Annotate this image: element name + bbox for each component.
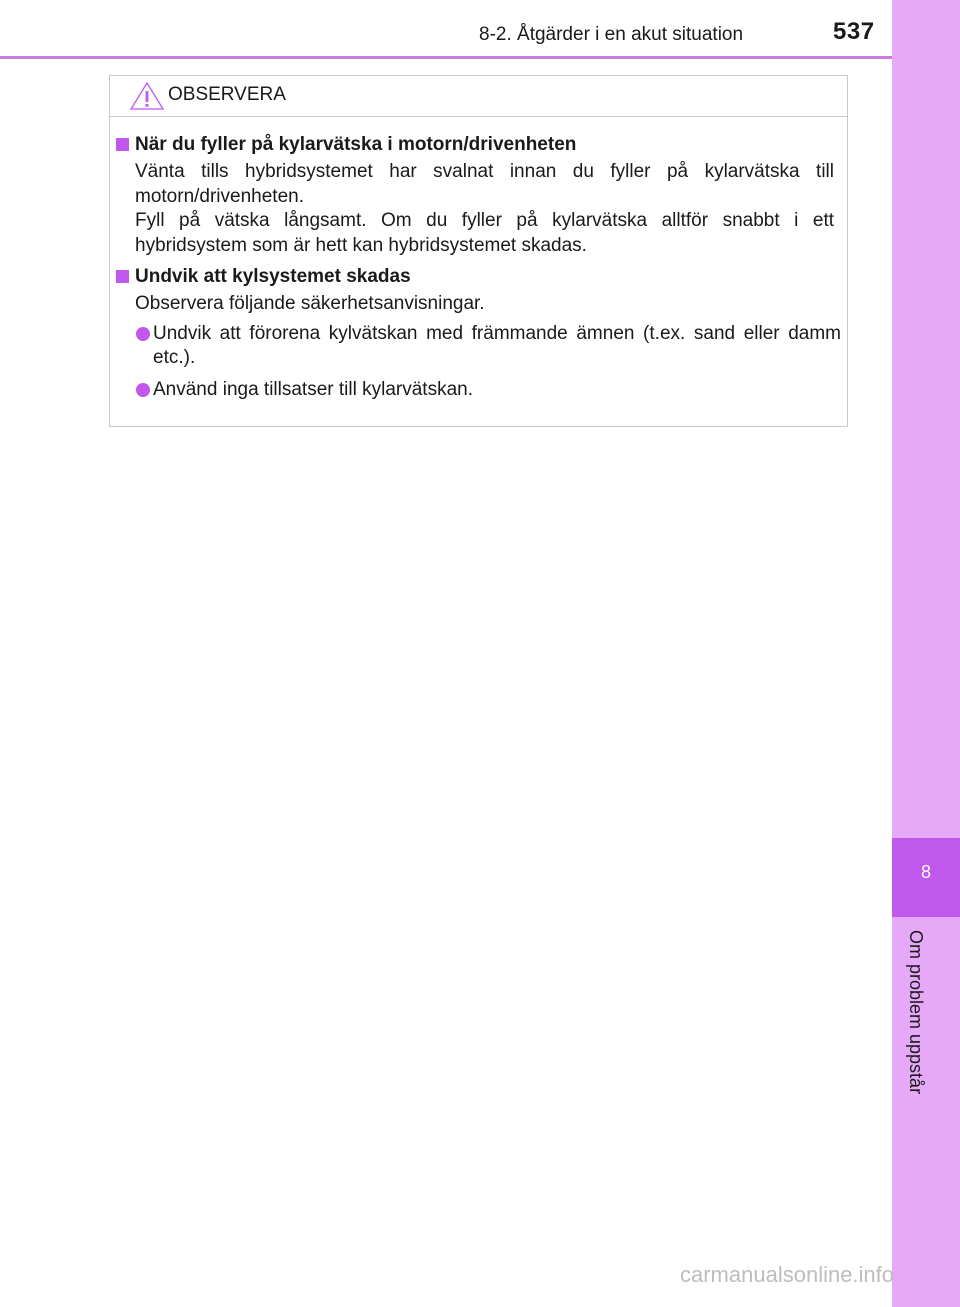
list-item bbox=[153, 322, 841, 371]
chapter-tab[interactable] bbox=[892, 838, 960, 917]
warning-triangle-icon bbox=[129, 81, 165, 111]
round-bullet-icon bbox=[136, 327, 150, 341]
section-heading-text: När du fyller på kylarvätska i motorn/drivenheten bbox=[135, 134, 577, 155]
caution-label: OBSERVERA bbox=[168, 84, 286, 105]
round-bullet-icon bbox=[136, 383, 150, 397]
paragraph: Observera följande säkerhetsanvisningar. bbox=[135, 293, 485, 314]
section-heading bbox=[110, 264, 849, 290]
section-title: 8-2. Åtgärder i en akut situation bbox=[479, 24, 744, 45]
paragraph: Vänta tills hybridsystemet har svalnat innan du fyller på kylarvätska till motorn/drivenheten. bbox=[135, 161, 834, 207]
header-rule bbox=[0, 56, 892, 59]
list-item bbox=[153, 378, 841, 403]
caution-box bbox=[109, 75, 848, 427]
list-item-text: Undvik att förorena kylvätskan med främmande ämnen (t.ex. sand eller damm etc.). bbox=[153, 322, 841, 368]
watermark: carmanualsonline.info bbox=[680, 1262, 895, 1287]
caution-header bbox=[110, 76, 847, 117]
square-bullet-icon bbox=[116, 270, 129, 283]
section-heading-text: Undvik att kylsystemet skadas bbox=[135, 266, 411, 287]
list-item-text: Använd inga tillsatser till kylarvätskan. bbox=[153, 378, 473, 400]
paragraph: Fyll på vätska långsamt. Om du fyller på kylarvätska alltför snabbt i ett hybridsystem som är hett kan hybridsystemet skadas. bbox=[135, 210, 834, 256]
section-heading bbox=[110, 132, 849, 158]
caution-body bbox=[110, 132, 849, 402]
chapter-number: 8 bbox=[920, 862, 931, 882]
page-number: 537 bbox=[833, 18, 875, 45]
chapter-title: Om problem uppstår bbox=[906, 930, 926, 1095]
square-bullet-icon bbox=[116, 138, 129, 151]
